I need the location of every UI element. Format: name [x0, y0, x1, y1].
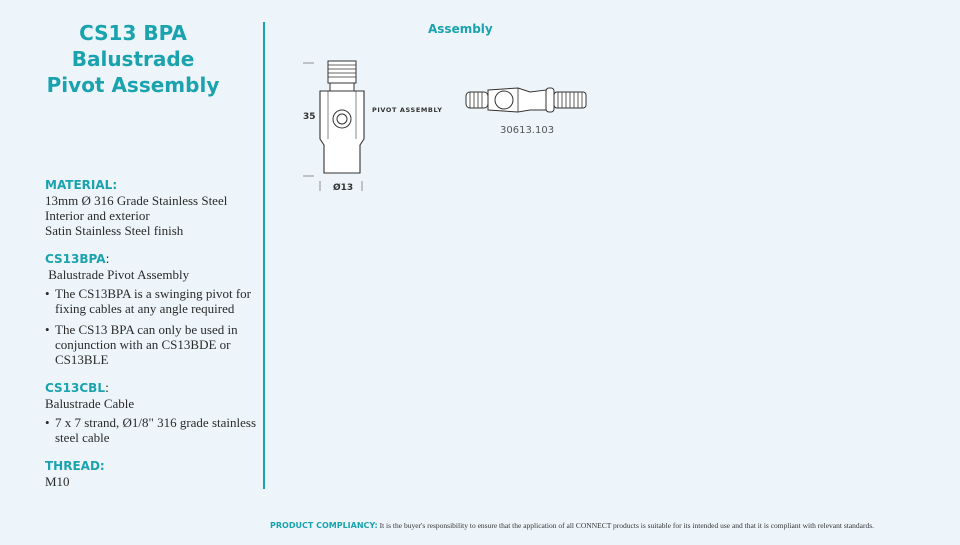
cs13bpa-colon: : — [105, 252, 110, 266]
cs13bpa-heading — [45, 252, 260, 267]
material-line: Interior and exterior — [45, 208, 150, 223]
compliance-footer — [270, 521, 950, 530]
cs13bpa-subtitle: Balustrade Pivot Assembly — [45, 267, 190, 282]
cs13cbl-colon: : — [104, 381, 110, 395]
part-number: 30613.103 — [500, 125, 555, 136]
title-line-2: Pivot Assembly — [46, 73, 220, 97]
cs13cbl-heading-text: CS13CBL — [45, 381, 105, 395]
thread-value: M10 — [45, 474, 70, 489]
material-line: Satin Stainless Steel finish — [45, 223, 184, 238]
title-line-1: CS13 BPA Balustrade — [71, 21, 195, 71]
bullet-icon: • — [45, 415, 50, 430]
bullet-text: 7 x 7 strand, Ø1/8" 316 grade stainless steel cable — [55, 415, 256, 445]
bullet-item — [45, 286, 260, 316]
material-line: 13mm Ø 316 Grade Stainless Steel — [45, 193, 228, 208]
bullet-icon: • — [45, 286, 50, 301]
specifications-panel — [45, 178, 260, 489]
cs13bpa-heading-text: CS13BPA — [45, 252, 106, 266]
bullet-text: The CS13BPA is a swinging pivot for fixing cables at any angle required — [55, 286, 251, 316]
bullet-item — [45, 415, 260, 445]
thread-heading: THREAD: — [45, 459, 105, 473]
assembly-title: Assembly — [428, 22, 493, 36]
height-dimension: 35 — [303, 112, 316, 122]
footer-text: It is the buyer's responsibility to ensure that the application of all CONNECT products is suitable for its intended use and that it is compliant with relevant standards. — [377, 521, 875, 530]
bullet-text: The CS13 BPA can only be used in conjunction with an CS13BDE or CS13BLE — [55, 322, 238, 367]
material-heading: MATERIAL: — [45, 178, 118, 192]
pivot-technical-drawing — [296, 55, 376, 200]
page-title — [20, 20, 246, 98]
cs13cbl-heading — [45, 381, 260, 396]
vertical-divider — [263, 22, 265, 489]
part-illustration — [458, 82, 594, 122]
bullet-icon: • — [45, 322, 50, 337]
pivot-assembly-label: PIVOT ASSEMBLY — [372, 106, 443, 114]
footer-heading: PRODUCT COMPLIANCY: — [270, 521, 378, 530]
diameter-dimension: Ø13 — [333, 183, 354, 193]
bullet-item — [45, 322, 260, 367]
cs13cbl-subtitle: Balustrade Cable — [45, 396, 135, 411]
